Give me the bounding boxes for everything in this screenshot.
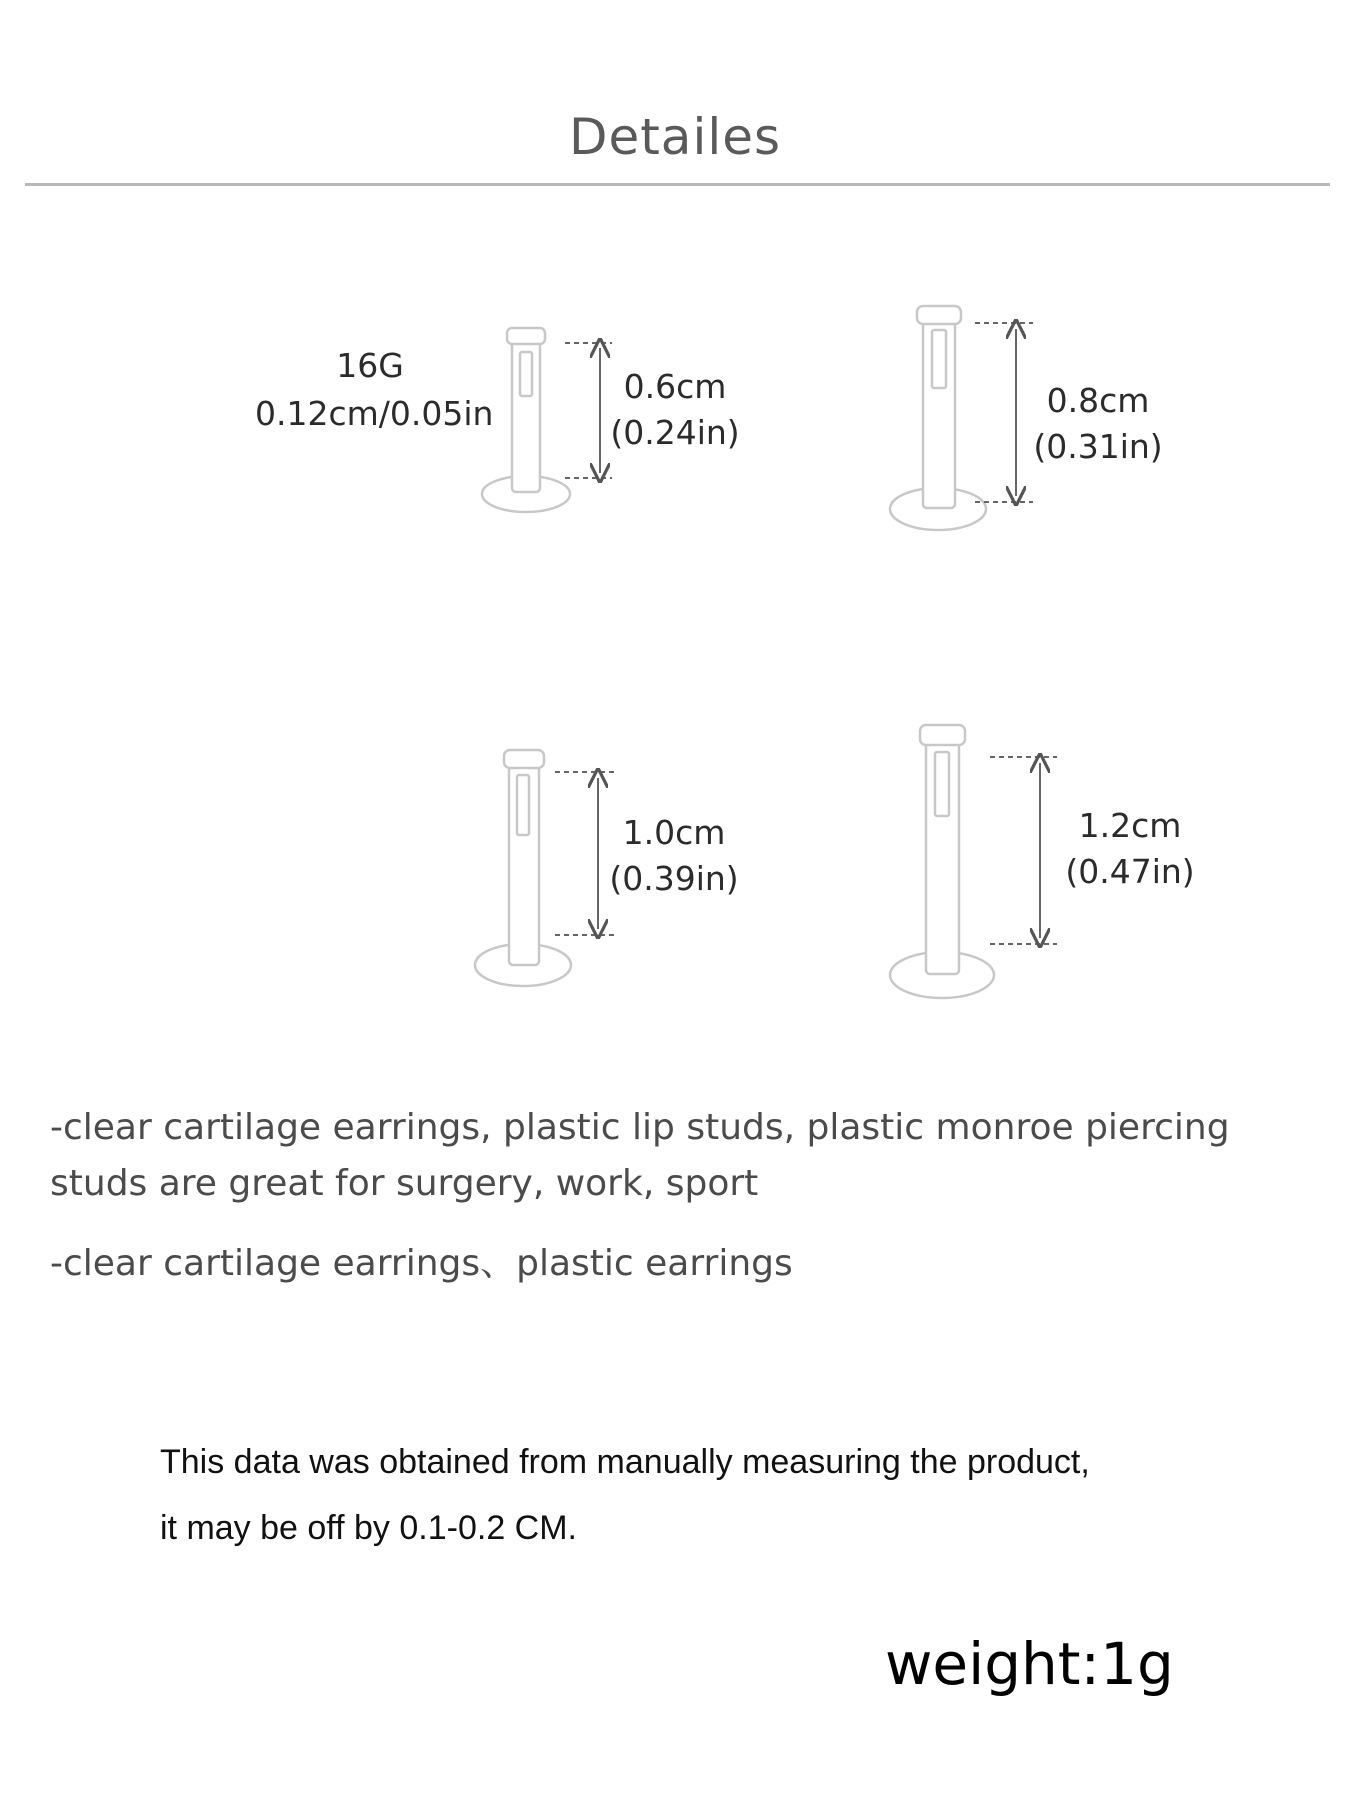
stud-4-length-in: (0.47in) bbox=[1065, 852, 1195, 891]
stud-2-length-in: (0.31in) bbox=[1033, 427, 1163, 466]
description-line-2: studs are great for surgery, work, sport bbox=[50, 1163, 759, 1204]
stud-2-length-cm: 0.8cm bbox=[1046, 381, 1150, 420]
measurement-note-line-2: it may be off by 0.1-0.2 CM. bbox=[160, 1509, 577, 1547]
stud-4-length-label bbox=[1060, 803, 1200, 895]
description-line-3: -clear cartilage earrings、plastic earrings bbox=[50, 1243, 793, 1284]
stud-1-length-cm: 0.6cm bbox=[623, 367, 727, 406]
stud-4-length-cm: 1.2cm bbox=[1078, 806, 1182, 845]
page-title: Detailes bbox=[568, 108, 782, 166]
stud-3-length-cm: 1.0cm bbox=[622, 813, 726, 852]
measurement-note-line-1: This data was obtained from manually measuring the product, bbox=[160, 1443, 1090, 1481]
stud-1-length-in: (0.24in) bbox=[610, 413, 740, 452]
stud-3-length-label bbox=[604, 810, 744, 902]
gauge-size: 16G bbox=[336, 346, 404, 385]
weight-label: weight:1g bbox=[885, 1630, 1174, 1698]
stud-1-drawing bbox=[482, 328, 570, 512]
stud-4-drawing bbox=[890, 725, 994, 998]
description-line-1: -clear cartilage earrings, plastic lip studs, plastic monroe piercing bbox=[50, 1107, 1230, 1148]
stud-2-drawing bbox=[890, 306, 986, 530]
stud-1-length-label bbox=[605, 364, 745, 456]
stud-4-dimension bbox=[990, 757, 1057, 944]
stud-3-drawing bbox=[475, 750, 571, 986]
gauge-label bbox=[255, 342, 494, 438]
stud-2-length-label bbox=[1023, 378, 1173, 470]
gauge-diameter: 0.12cm/0.05in bbox=[255, 394, 494, 433]
stud-3-length-in: (0.39in) bbox=[609, 859, 739, 898]
